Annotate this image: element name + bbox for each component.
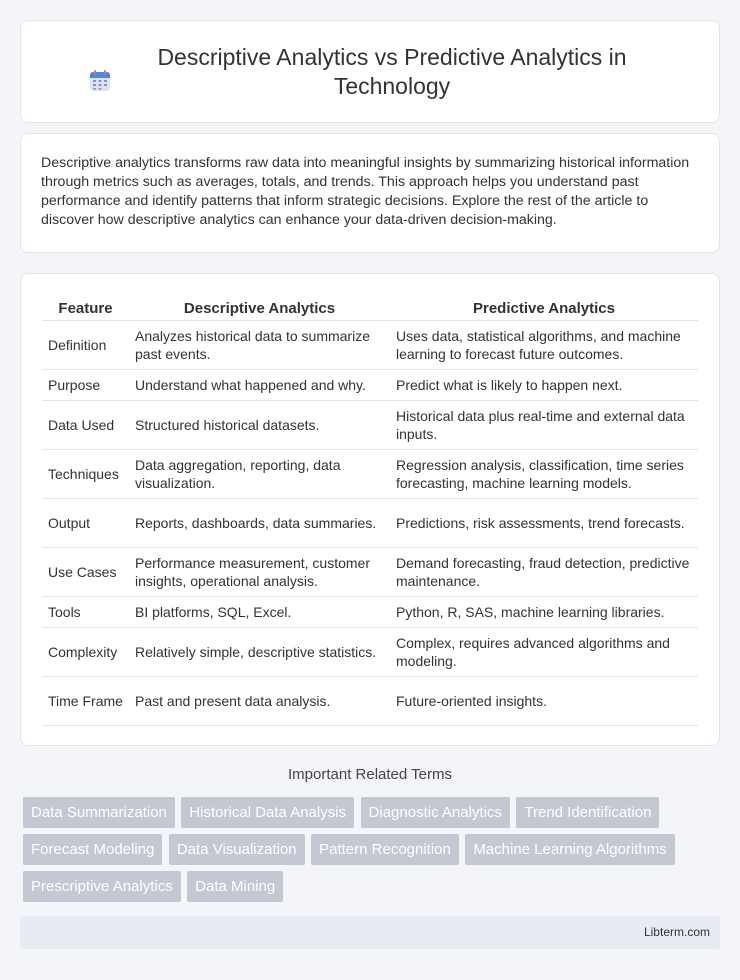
term-tag[interactable]: Diagnostic Analytics	[361, 797, 510, 828]
calendar-icon	[88, 69, 112, 93]
table-row	[42, 321, 698, 370]
footer	[20, 916, 720, 949]
feature-cell: Techniques	[42, 450, 129, 499]
term-tag[interactable]: Data Visualization	[169, 834, 305, 865]
predictive-cell: Regression analysis, classification, time series forecasting, machine learning models.	[390, 450, 698, 499]
table-row	[42, 628, 698, 677]
comparison-card	[20, 273, 720, 746]
table-row	[42, 499, 698, 548]
descriptive-cell: Analyzes historical data to summarize past events.	[129, 321, 390, 370]
title-card	[20, 20, 720, 123]
feature-cell: Output	[42, 499, 129, 548]
predictive-cell: Historical data plus real-time and external data inputs.	[390, 401, 698, 450]
descriptive-cell: Relatively simple, descriptive statistics.	[129, 628, 390, 677]
related-terms-list	[23, 797, 723, 908]
predictive-cell: Uses data, statistical algorithms, and machine learning to forecast future outcomes.	[390, 321, 698, 370]
table-header-row	[42, 294, 698, 321]
predictive-cell: Demand forecasting, fraud detection, predictive maintenance.	[390, 548, 698, 597]
term-tag[interactable]: Trend Identification	[516, 797, 659, 828]
descriptive-cell: Structured historical datasets.	[129, 401, 390, 450]
feature-cell: Complexity	[42, 628, 129, 677]
descriptive-cell: BI platforms, SQL, Excel.	[129, 597, 390, 628]
table-row	[42, 548, 698, 597]
page-title: Descriptive Analytics vs Predictive Analytics in Technology	[157, 43, 627, 99]
table-row	[42, 677, 698, 726]
descriptive-cell: Data aggregation, reporting, data visualization.	[129, 450, 390, 499]
term-tag[interactable]: Data Mining	[187, 871, 283, 902]
header-predictive: Predictive Analytics	[472, 299, 615, 317]
predictive-cell: Python, R, SAS, machine learning libraries.	[390, 597, 698, 628]
term-tag[interactable]: Pattern Recognition	[311, 834, 459, 865]
intro-paragraph: Descriptive analytics transforms raw data into meaningful insights by summarizing historical information through metrics such as averages, totals, and trends. This approach helps you understand past performance and identify patterns that inform strategic decisions. Explore the rest of the article to discover how descriptive analytics can enhance your data-driven decision-making.	[41, 155, 690, 228]
descriptive-cell: Reports, dashboards, data summaries.	[129, 499, 390, 548]
table-row	[42, 450, 698, 499]
feature-cell: Tools	[42, 597, 129, 628]
header-descriptive: Descriptive Analytics	[183, 299, 336, 317]
descriptive-cell: Understand what happened and why.	[129, 370, 390, 401]
predictive-cell: Predict what is likely to happen next.	[390, 370, 698, 401]
table-row	[42, 370, 698, 401]
feature-cell: Purpose	[42, 370, 129, 401]
descriptive-cell: Past and present data analysis.	[129, 677, 390, 726]
intro-card	[20, 133, 720, 253]
feature-cell: Time Frame	[42, 677, 129, 726]
table-row	[42, 597, 698, 628]
term-tag[interactable]: Data Summarization	[23, 797, 175, 828]
term-tag[interactable]: Forecast Modeling	[23, 834, 162, 865]
table-row	[42, 401, 698, 450]
predictive-cell: Predictions, risk assessments, trend forecasts.	[390, 499, 698, 548]
term-tag[interactable]: Machine Learning Algorithms	[465, 834, 674, 865]
feature-cell: Use Cases	[42, 548, 129, 597]
predictive-cell: Complex, requires advanced algorithms and modeling.	[390, 628, 698, 677]
comparison-table	[42, 294, 698, 726]
predictive-cell: Future-oriented insights.	[390, 677, 698, 726]
related-terms-title: Important Related Terms	[288, 766, 452, 783]
term-tag[interactable]: Historical Data Analysis	[181, 797, 354, 828]
feature-cell: Definition	[42, 321, 129, 370]
footer-site-link[interactable]: Libterm.com	[643, 925, 710, 939]
term-tag[interactable]: Prescriptive Analytics	[23, 871, 181, 902]
descriptive-cell: Performance measurement, customer insights, operational analysis.	[129, 548, 390, 597]
feature-cell: Data Used	[42, 401, 129, 450]
header-feature: Feature	[58, 299, 113, 317]
